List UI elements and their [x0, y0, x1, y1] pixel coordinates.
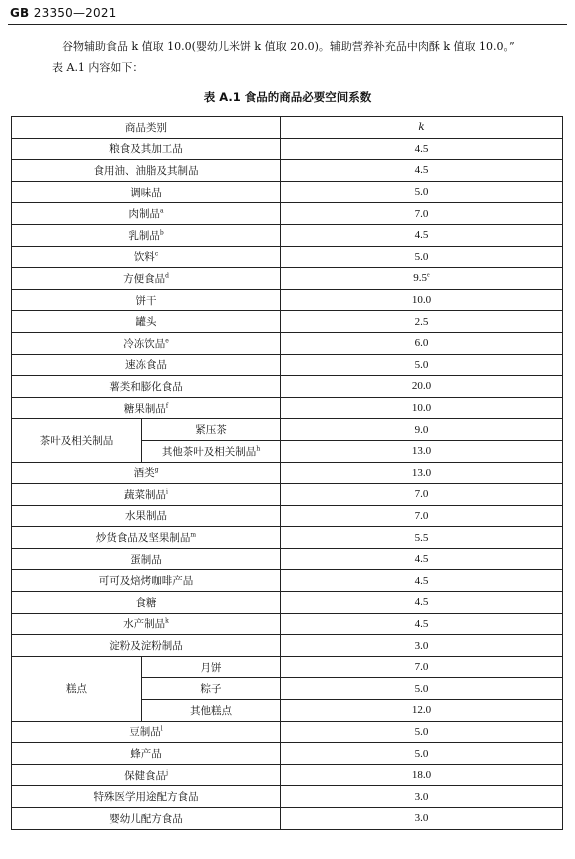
k-value: 4.5 — [414, 574, 429, 587]
category-label: 调味品 — [130, 186, 162, 199]
k-value: 5.0 — [414, 725, 429, 738]
category-cell — [12, 354, 281, 376]
subcategory-cell — [142, 656, 281, 678]
column-header-category: 商品类别 — [12, 117, 281, 139]
category-cell — [12, 332, 281, 354]
category-label: 蔬菜制品 — [124, 488, 167, 501]
k-value-cell — [281, 311, 563, 333]
category-cell — [12, 224, 281, 246]
table-row — [12, 289, 563, 311]
table-row — [12, 764, 563, 786]
k-value-cell — [281, 678, 563, 700]
category-label: 薯类和膨化食品 — [109, 380, 183, 393]
paragraph-line: 表 A.1 内容如下： — [52, 61, 144, 74]
category-cell — [12, 181, 281, 203]
k-value: 7.0 — [414, 207, 429, 220]
subcategory-label: 月饼 — [200, 661, 222, 674]
k-value-cell — [281, 743, 563, 765]
category-label: 食用油、油脂及其制品 — [93, 164, 199, 177]
table-row — [12, 397, 563, 419]
k-value-cell — [281, 656, 563, 678]
category-cell — [12, 505, 281, 527]
k-value: 9.5 — [413, 272, 428, 285]
category-cell — [12, 548, 281, 570]
footnote-mark: j — [166, 769, 168, 777]
category-cell — [12, 635, 281, 657]
k-value: 3.0 — [414, 790, 429, 803]
category-label: 方便食品 — [123, 272, 166, 285]
subcategory-label: 粽子 — [200, 683, 222, 696]
footnote-mark: d — [165, 272, 169, 280]
subcategory-cell — [142, 678, 281, 700]
footnote-mark: a — [159, 207, 164, 215]
footnote-mark: g — [154, 466, 159, 474]
category-label: 豆制品 — [129, 726, 161, 739]
subcategory-cell — [142, 700, 281, 722]
group-category-cell: 茶叶及相关制品 — [12, 419, 142, 462]
k-value: 5.0 — [414, 250, 429, 263]
k-value: 7.0 — [414, 488, 429, 501]
k-value-cell — [281, 332, 563, 354]
k-value-cell — [281, 224, 563, 246]
category-cell — [12, 376, 281, 398]
table-row — [12, 721, 563, 743]
footnote-mark: i — [166, 488, 168, 496]
category-label: 酒类 — [133, 467, 155, 480]
footnote-mark: h — [256, 445, 261, 453]
k-value: 10.0 — [411, 402, 432, 415]
category-label: 水果制品 — [125, 510, 167, 523]
category-cell — [12, 311, 281, 333]
footnote-mark: k — [165, 617, 169, 625]
category-cell — [12, 743, 281, 765]
category-label: 淀粉及淀粉制品 — [109, 640, 183, 653]
category-label: 速冻食品 — [125, 359, 167, 372]
k-value-cell — [281, 138, 563, 160]
category-label: 炒货食品及坚果制品 — [95, 532, 191, 545]
table-row — [12, 419, 563, 441]
k-value-cell — [281, 289, 563, 311]
k-value-cell — [281, 484, 563, 506]
column-header-k: k — [281, 117, 563, 139]
category-label: 特殊医学用途配方食品 — [93, 791, 199, 804]
header-rule — [8, 24, 567, 25]
table-row — [12, 656, 563, 678]
k-value-cell — [281, 786, 563, 808]
category-cell — [12, 268, 281, 290]
k-value: 12.0 — [411, 704, 432, 717]
table-row — [12, 268, 563, 290]
table-row — [12, 354, 563, 376]
footnote-mark: l — [160, 725, 163, 733]
k-value: 20.0 — [411, 380, 432, 393]
k-value: 5.0 — [414, 747, 429, 760]
category-label: 蜂产品 — [130, 748, 162, 761]
k-value: 4.5 — [414, 164, 429, 177]
footnote-mark: b — [159, 229, 164, 237]
k-value-cell — [281, 505, 563, 527]
k-value: 2.5 — [414, 315, 429, 328]
category-label: 蛋制品 — [130, 553, 162, 566]
table-row — [12, 332, 563, 354]
category-label: 婴幼儿配方食品 — [109, 812, 183, 825]
subcategory-cell — [142, 419, 281, 441]
category-label: 罐头 — [135, 316, 157, 329]
k-value: 4.5 — [414, 617, 429, 630]
category-cell — [12, 138, 281, 160]
table-row — [12, 160, 563, 182]
k-value-cell — [281, 548, 563, 570]
k-value: 13.0 — [411, 466, 432, 479]
subcategory-label: 紧压茶 — [195, 424, 227, 437]
group-category-cell: 糕点 — [12, 656, 142, 721]
category-label: 保健食品 — [124, 769, 167, 782]
subcategory-label: 其他茶叶及相关制品 — [161, 445, 257, 458]
k-value-cell — [281, 268, 563, 290]
k-value-cell — [281, 203, 563, 225]
category-label: 饮料 — [133, 251, 155, 264]
k-value-cell — [281, 527, 563, 549]
k-value-cell — [281, 160, 563, 182]
k-value-cell — [281, 462, 563, 484]
footnote-mark: f — [165, 402, 169, 410]
table-row — [12, 592, 563, 614]
category-cell — [12, 721, 281, 743]
table-row — [12, 505, 563, 527]
k-value-cell — [281, 419, 563, 441]
k-value: 4.5 — [414, 229, 429, 242]
table-row — [12, 376, 563, 398]
category-cell — [12, 397, 281, 419]
k-value-cell — [281, 764, 563, 786]
k-value-cell — [281, 354, 563, 376]
footnote-mark: c — [154, 250, 159, 258]
category-cell — [12, 808, 281, 830]
k-value-cell — [281, 181, 563, 203]
k-value: 5.0 — [414, 358, 429, 371]
k-value: 10.0 — [411, 294, 432, 307]
standard-code: GB — [10, 6, 30, 20]
table-row — [12, 138, 563, 160]
table-row — [12, 527, 563, 549]
subcategory-label: 其他糕点 — [190, 704, 232, 717]
category-cell — [12, 786, 281, 808]
k-value-cell — [281, 721, 563, 743]
category-label: 乳制品 — [128, 229, 160, 242]
k-value-cell — [281, 440, 563, 462]
k-value: 18.0 — [411, 769, 432, 782]
body-paragraph — [34, 36, 564, 78]
k-value-cell — [281, 592, 563, 614]
category-label: 糖果制品 — [123, 402, 166, 415]
k-value: 5.5 — [414, 531, 429, 544]
category-cell — [12, 484, 281, 506]
category-cell — [12, 592, 281, 614]
k-value: 4.5 — [414, 142, 429, 155]
footnote-mark: m — [190, 531, 197, 539]
table-row — [12, 484, 563, 506]
category-cell — [12, 246, 281, 268]
k-value: 6.0 — [414, 337, 429, 350]
k-value-cell — [281, 700, 563, 722]
category-label: 可可及焙烤咖啡产品 — [98, 575, 194, 588]
k-value: 4.5 — [414, 596, 429, 609]
table-row — [12, 743, 563, 765]
k-value: 3.0 — [414, 812, 429, 825]
k-value-cell — [281, 613, 563, 635]
k-value: 7.0 — [414, 509, 429, 522]
table-row — [12, 786, 563, 808]
footnote-mark: e — [427, 272, 430, 279]
table-row — [12, 224, 563, 246]
standard-number: 23350—2021 — [33, 6, 117, 20]
table-row — [12, 246, 563, 268]
table-caption: 表 A.1 食品的商品必要空间系数 — [203, 90, 372, 104]
k-value: 5.0 — [414, 186, 429, 199]
category-cell — [12, 160, 281, 182]
footnote-mark: e — [165, 337, 169, 345]
category-cell — [12, 570, 281, 592]
k-value: 13.0 — [411, 445, 432, 458]
category-label: 粮食及其加工品 — [109, 143, 183, 156]
table-row — [12, 181, 563, 203]
k-value: 7.0 — [414, 661, 429, 674]
category-label: 食糖 — [135, 596, 157, 609]
space-coefficient-table — [11, 116, 563, 830]
standard-header — [10, 6, 117, 20]
k-value: 9.0 — [414, 423, 429, 436]
category-cell — [12, 764, 281, 786]
k-value: 5.0 — [414, 682, 429, 695]
k-value-cell — [281, 246, 563, 268]
table-header-row — [12, 117, 563, 139]
category-label: 水产制品 — [123, 618, 166, 631]
category-label: 肉制品 — [128, 208, 160, 221]
k-value-cell — [281, 808, 563, 830]
category-cell — [12, 462, 281, 484]
k-value-cell — [281, 570, 563, 592]
table-row — [12, 548, 563, 570]
table-row — [12, 808, 563, 830]
k-value-cell — [281, 635, 563, 657]
table-row — [12, 462, 563, 484]
category-label: 冷冻饮品 — [123, 337, 166, 350]
k-value: 4.5 — [414, 553, 429, 566]
category-label: 饼干 — [135, 294, 157, 307]
category-cell — [12, 289, 281, 311]
k-value: 3.0 — [414, 639, 429, 652]
table-row — [12, 311, 563, 333]
category-cell — [12, 613, 281, 635]
table-row — [12, 570, 563, 592]
k-value-cell — [281, 397, 563, 419]
table-row — [12, 635, 563, 657]
category-cell — [12, 203, 281, 225]
table-row — [12, 203, 563, 225]
k-value-cell — [281, 376, 563, 398]
subcategory-cell — [142, 440, 281, 462]
table-row — [12, 613, 563, 635]
paragraph-line: 谷物辅助食品 k 值取 10.0(婴幼儿米饼 k 值取 20.0)。辅助营养补充品中肉酥 k 值取 10.0。” — [62, 40, 515, 53]
category-cell — [12, 527, 281, 549]
